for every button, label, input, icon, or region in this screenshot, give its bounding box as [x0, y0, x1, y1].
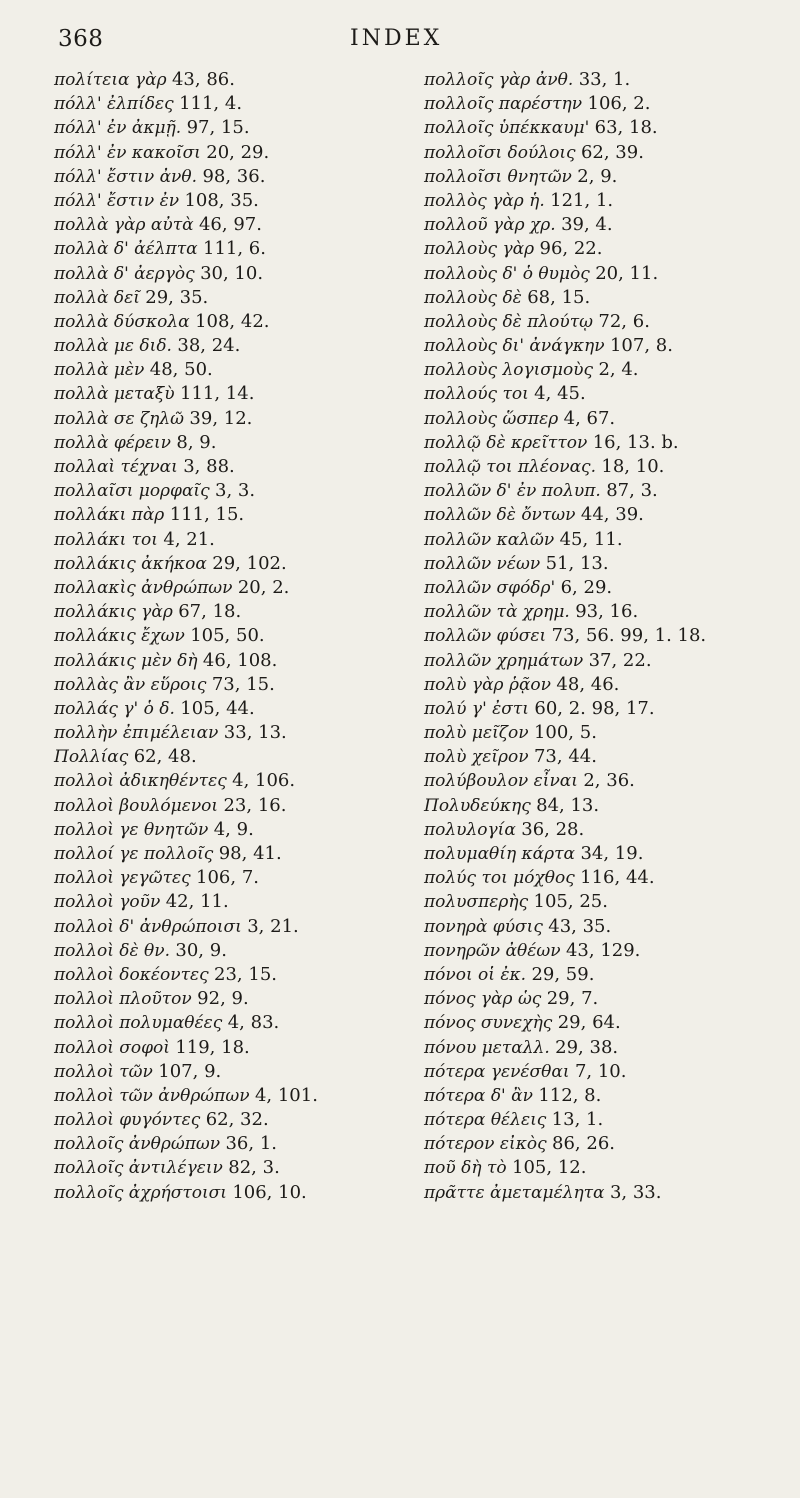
index-entry [424, 407, 794, 431]
entry-reference: 36, 1. [225, 1133, 277, 1155]
entry-term: πονηρῶν ἀθέων [424, 940, 561, 961]
index-column-left [54, 68, 424, 1205]
entry-reference: 111, 6. [203, 238, 266, 260]
index-entry [424, 141, 794, 165]
entry-term: πολυσπερὴς [424, 892, 529, 913]
entry-reference: 23, 16. [223, 794, 287, 816]
entry-reference: 13, 1. [551, 1109, 604, 1131]
entry-term: πολλὰ δύσκολα [54, 311, 190, 332]
entry-term: πολλὴν ἐπιμέλειαν [54, 723, 219, 744]
entry-reference: 62, 48. [133, 746, 197, 768]
entry-term: πολλάκις γὰρ [54, 602, 173, 623]
entry-term: πολλοὶ δ' ἀνθρώποισι [54, 916, 242, 937]
index-entry [424, 286, 794, 310]
entry-term: πολλάκι τοι [54, 529, 158, 550]
entry-reference: 45, 11. [559, 528, 623, 550]
index-entry [54, 939, 424, 963]
entry-term: πολλοὶ πλοῦτον [54, 989, 192, 1010]
entry-term: πολλοὶ σοφοὶ [54, 1037, 170, 1058]
index-entry [54, 697, 424, 721]
index-entry [54, 745, 424, 769]
entry-term: πολλοὶ δὲ θν. [54, 940, 170, 961]
index-entry [54, 769, 424, 793]
entry-term: πόλλ' ἔστιν ἐν [54, 190, 180, 211]
index-entry [424, 866, 794, 890]
entry-reference: 46, 97. [198, 214, 262, 236]
entry-reference: 3, 3. [215, 480, 256, 502]
page-header [0, 26, 800, 56]
entry-reference: 107, 8. [609, 335, 673, 357]
entry-term: Πολλίας [54, 747, 129, 768]
entry-term: πολύ γ' ἐστι [424, 698, 529, 719]
index-entry [424, 68, 794, 92]
entry-term: πολλῶν φύσει [424, 626, 547, 647]
entry-term: πολλοὶ βουλόμενοι [54, 795, 219, 816]
index-entry [54, 552, 424, 576]
index-entry [424, 697, 794, 721]
page-number: 368 [58, 26, 104, 52]
entry-reference: 62, 32. [205, 1109, 269, 1131]
entry-term: πόνοι οἱ ἐκ. [424, 964, 527, 985]
index-entry [54, 503, 424, 527]
entry-term: πολλῷ δὲ κρεῖττον [424, 432, 588, 453]
entry-term: πολύβουλον εἶναι [424, 771, 578, 792]
index-entry [54, 842, 424, 866]
entry-reference: 112, 8. [538, 1084, 602, 1106]
entry-reference: 8, 9. [176, 431, 217, 453]
entry-term: πολὺ μεῖζον [424, 723, 529, 744]
entry-reference: 20, 29. [206, 141, 270, 163]
index-entry [424, 1011, 794, 1035]
entry-reference: 33, 13. [223, 722, 287, 744]
entry-term: πολὺ γὰρ ῥᾷον [424, 674, 552, 695]
entry-reference: 73, 56. 99, 1. 18. [551, 625, 707, 647]
entry-term: πολλάκις ἀκήκοα [54, 553, 207, 574]
index-entry [54, 987, 424, 1011]
index-entry [424, 939, 794, 963]
index-entry [424, 721, 794, 745]
index-entry [54, 310, 424, 334]
entry-reference: 108, 35. [184, 189, 259, 211]
entry-term: πότερα γενέσθαι [424, 1061, 570, 1082]
entry-reference: 3, 33. [609, 1181, 662, 1203]
entry-reference: 105, 12. [512, 1157, 587, 1179]
entry-term: πολλοῖς ὑπέκκαυμ' [424, 118, 590, 139]
index-entry [424, 552, 794, 576]
index-entry [424, 310, 794, 334]
entry-term: πολλοὺς γὰρ [424, 239, 535, 260]
entry-term: πολλοῖς ἀχρήστοισι [54, 1182, 227, 1203]
entry-term: πολλοὶ φυγόντες [54, 1110, 201, 1131]
entry-term: πολλὰ δ' ἀέλπτα [54, 239, 198, 260]
entry-term: πόνος συνεχὴς [424, 1013, 553, 1034]
entry-term: πολλὰ σε ζηλῶ [54, 408, 185, 429]
index-entry [54, 1011, 424, 1035]
entry-term: πολλοῖσι θνητῶν [424, 166, 572, 187]
entry-reference: 43, 86. [171, 69, 235, 90]
index-entry [424, 987, 794, 1011]
index-entry [54, 116, 424, 140]
index-entry [54, 455, 424, 479]
entry-term: πολλοὶ ἀδικηθέντες [54, 771, 227, 792]
entry-term: πολλοὺς λογισμοὺς [424, 360, 594, 381]
index-entry [54, 624, 424, 648]
entry-term: πρᾶττε ἀμεταμέλητα [424, 1182, 605, 1203]
entry-reference: 97, 15. [186, 117, 250, 139]
entry-term: πόλλ' ἐν κακοῖσι [54, 142, 201, 163]
index-entry [424, 890, 794, 914]
index-entry [424, 673, 794, 697]
entry-term: πολλῶν τὰ χρημ. [424, 602, 570, 623]
entry-term: πολλῶν νέων [424, 553, 541, 574]
entry-term: πόλλ' ἔστιν ἀνθ. [54, 166, 198, 187]
index-entry [424, 1156, 794, 1180]
entry-reference: 4, 83. [227, 1012, 280, 1034]
entry-reference: 3, 88. [183, 456, 235, 477]
entry-reference: 33, 1. [578, 69, 631, 90]
index-entry [54, 1036, 424, 1060]
entry-term: πολλοὺς δ' ὁ θυμὸς [424, 263, 590, 284]
index-entry [424, 794, 794, 818]
entry-reference: 4, 21. [163, 528, 215, 550]
index-entry [54, 1181, 424, 1205]
entry-reference: 111, 15. [169, 504, 245, 526]
index-entry [54, 866, 424, 890]
index-entry [424, 455, 794, 479]
entry-reference: 29, 38. [555, 1036, 619, 1058]
index-entry [54, 794, 424, 818]
entry-reference: 98, 36. [202, 165, 266, 187]
entry-reference: 4, 67. [563, 407, 616, 429]
index-entry [424, 1084, 794, 1108]
entry-reference: 72, 6. [598, 310, 650, 332]
entry-term: πολλοῖς παρέστην [424, 94, 583, 115]
entry-reference: 39, 4. [561, 214, 613, 236]
entry-reference: 96, 22. [539, 238, 603, 260]
entry-reference: 34, 19. [580, 843, 644, 864]
index-entry [54, 1060, 424, 1084]
entry-reference: 7, 10. [574, 1060, 627, 1082]
entry-reference: 107, 9. [158, 1060, 222, 1082]
index-entry [424, 262, 794, 286]
entry-term: πολλοὺς δὲ πλούτῳ [424, 311, 593, 332]
index-entry [424, 213, 794, 237]
entry-term: πολλῶν χρημάτων [424, 650, 584, 671]
entry-term: πολλοὺς δὲ [424, 287, 522, 308]
entry-reference: 68, 15. [527, 286, 591, 308]
index-entry [54, 382, 424, 406]
index-entry [424, 503, 794, 527]
index-entry [424, 1181, 794, 1205]
index-entry [54, 286, 424, 310]
index-entry [424, 745, 794, 769]
entry-reference: 37, 22. [588, 649, 652, 671]
index-entry [424, 1108, 794, 1132]
entry-reference: 106, 2. [587, 93, 651, 115]
index-entry [54, 528, 424, 552]
index-entry [424, 92, 794, 116]
entry-reference: 121, 1. [550, 189, 614, 211]
entry-term: πολλαὶ τέχναι [54, 457, 178, 477]
index-entry [54, 141, 424, 165]
index-entry [54, 1132, 424, 1156]
entry-term: πολλοῦ γὰρ χρ. [424, 215, 556, 236]
entry-term: Πολυδεύκης [424, 795, 531, 816]
entry-term: πολλὰ μεταξὺ [54, 384, 175, 405]
entry-term: πολλῶν δ' ἐν πολυπ. [424, 481, 601, 502]
entry-term: πολλαῖσι μορφαῖς [54, 481, 210, 502]
entry-term: πολλὰς ἂν εὕροις [54, 674, 207, 695]
entry-term: πολλὰ φέρειν [54, 432, 171, 453]
entry-reference: 16, 13. b. [592, 431, 679, 453]
entry-term: πολλοὶ τῶν ἀνθρώπων [54, 1085, 250, 1106]
index-entry [424, 649, 794, 673]
entry-reference: 29, 7. [546, 988, 599, 1010]
entry-term: πολλοὺς ὥσπερ [424, 408, 559, 429]
entry-term: πολυλογία [424, 819, 516, 840]
entry-reference: 67, 18. [178, 601, 242, 623]
entry-term: πολλῶν σφόδρ' [424, 577, 556, 598]
entry-term: πολλὰ μὲν [54, 360, 145, 381]
entry-reference: 29, 102. [212, 552, 287, 574]
entry-reference: 93, 16. [575, 601, 639, 623]
entry-reference: 29, 64. [557, 1012, 621, 1034]
entry-term: πολὺ χεῖρον [424, 747, 529, 768]
entry-term: πολλάκι πὰρ [54, 505, 165, 526]
entry-reference: 98, 41. [218, 843, 282, 864]
entry-reference: 111, 14. [180, 383, 255, 405]
index-entry [424, 116, 794, 140]
entry-term: πολλῶν καλῶν [424, 529, 555, 550]
index-entry [54, 262, 424, 286]
entry-reference: 38, 24. [177, 335, 241, 357]
entry-term: πολλοί γε πολλοῖς [54, 844, 214, 864]
entry-term: πολλὰ δεῖ [54, 287, 140, 308]
entry-term: πολυμαθίη κάρτα [424, 844, 576, 864]
entry-term: πολλῷ τοι πλέονας. [424, 457, 596, 477]
index-entry [54, 237, 424, 261]
entry-reference: 30, 9. [175, 939, 227, 961]
entry-term: πολλούς τοι [424, 384, 529, 405]
index-entry [54, 189, 424, 213]
entry-reference: 30, 10. [200, 262, 264, 284]
entry-reference: 29, 59. [531, 963, 595, 985]
entry-reference: 44, 39. [580, 504, 644, 526]
entry-reference: 100, 5. [533, 722, 597, 744]
entry-term: πολλοὶ γεγῶτες [54, 868, 191, 889]
index-entry [54, 673, 424, 697]
entry-reference: 6, 29. [560, 576, 613, 598]
entry-reference: 119, 18. [175, 1036, 250, 1058]
index-entry [54, 890, 424, 914]
index-entry [54, 431, 424, 455]
index-entry [424, 479, 794, 503]
entry-term: πολλοῖς ἀνθρώπων [54, 1134, 221, 1155]
entry-term: πόλλ' ἐλπίδες [54, 94, 174, 115]
index-entry [54, 600, 424, 624]
index-entry [424, 1036, 794, 1060]
entry-reference: 62, 39. [580, 141, 644, 163]
index-entry [424, 1132, 794, 1156]
entry-reference: 73, 44. [533, 746, 597, 768]
entry-reference: 3, 21. [247, 915, 299, 937]
entry-reference: 23, 15. [214, 963, 278, 985]
entry-reference: 48, 46. [556, 673, 620, 695]
entry-reference: 4, 9. [213, 818, 254, 840]
entry-term: πολλοὶ πολυμαθέες [54, 1013, 223, 1034]
index-entry [54, 649, 424, 673]
entry-reference: 92, 9. [197, 988, 249, 1010]
index-entry [54, 165, 424, 189]
entry-term: πολλὰ δ' ἀεργὸς [54, 263, 195, 284]
index-entry [424, 624, 794, 648]
index-entry [424, 600, 794, 624]
entry-reference: 105, 50. [190, 625, 265, 647]
entry-term: πόνος γὰρ ὡς [424, 989, 542, 1010]
entry-reference: 87, 3. [606, 480, 658, 502]
entry-reference: 82, 3. [228, 1157, 280, 1179]
entry-reference: 86, 26. [552, 1133, 615, 1155]
entry-term: πολλάκις μὲν δὴ [54, 650, 198, 671]
index-entry [54, 1156, 424, 1180]
entry-reference: 2, 4. [598, 359, 639, 381]
index-entry [424, 576, 794, 600]
index-entry [424, 1060, 794, 1084]
index-entry [54, 963, 424, 987]
entry-reference: 63, 18. [594, 117, 658, 139]
entry-term: ποῦ δὴ τὸ [424, 1158, 507, 1179]
entry-reference: 111, 4. [179, 93, 243, 115]
entry-term: πολλοῖς ἀντιλέγειν [54, 1158, 223, 1179]
index-entry [424, 334, 794, 358]
entry-term: πότερον εἰκὸς [424, 1134, 547, 1155]
entry-term: πολλοὶ γοῦν [54, 892, 161, 913]
entry-reference: 51, 13. [545, 552, 609, 574]
entry-reference: 20, 2. [237, 576, 290, 598]
entry-term: πολλοῖς γὰρ ἀνθ. [424, 70, 574, 90]
entry-reference: 2, 9. [577, 165, 618, 187]
entry-reference: 4, 45. [534, 383, 586, 405]
index-entry [54, 68, 424, 92]
entry-reference: 42, 11. [165, 891, 229, 913]
index-entry [424, 528, 794, 552]
entry-reference: 29, 35. [145, 286, 209, 308]
index-entry [424, 818, 794, 842]
index-entry [54, 358, 424, 382]
entry-term: πολλοὺς δι' ἀνάγκην [424, 336, 605, 357]
entry-reference: 18, 10. [601, 456, 665, 477]
entry-term: πόνου μεταλλ. [424, 1037, 550, 1058]
entry-term: πολλὰ γὰρ αὐτὰ [54, 215, 194, 236]
entry-term: πότερα δ' ἂν [424, 1085, 533, 1106]
entry-reference: 106, 7. [196, 867, 260, 889]
index-entry [424, 431, 794, 455]
index-entry [54, 479, 424, 503]
entry-reference: 116, 44. [580, 867, 655, 889]
index-entry [424, 915, 794, 939]
entry-term: πονηρὰ φύσις [424, 916, 543, 937]
entry-term: πολλοὶ γε θνητῶν [54, 819, 209, 840]
entry-term: πολλοὶ δοκέοντες [54, 964, 209, 985]
index-entry [424, 237, 794, 261]
index-entry [54, 818, 424, 842]
entry-term: πολλακὶς ἀνθρώπων [54, 577, 233, 598]
index-entry [54, 915, 424, 939]
index-entry [424, 165, 794, 189]
entry-term: πόλλ' ἐν ἀκμῇ. [54, 118, 182, 139]
entry-reference: 60, 2. 98, 17. [534, 697, 655, 719]
index-entry [424, 382, 794, 406]
entry-term: πότερα θέλεις [424, 1110, 547, 1131]
index-column-right [424, 68, 794, 1205]
entry-reference: 43, 35. [548, 915, 612, 937]
entry-reference: 4, 106. [232, 770, 296, 792]
entry-reference: 2, 36. [583, 770, 635, 792]
entry-reference: 36, 28. [521, 818, 585, 840]
entry-term: πολλὰ με διδ. [54, 336, 172, 357]
index-entry [54, 721, 424, 745]
entry-term: πολλάκις ἔχων [54, 626, 185, 647]
entry-reference: 73, 15. [211, 673, 275, 695]
entry-reference: 105, 25. [533, 891, 608, 913]
entry-reference: 43, 129. [565, 939, 641, 961]
entry-reference: 20, 11. [595, 262, 659, 284]
entry-term: πολλὸς γὰρ ἡ. [424, 190, 545, 211]
entry-term: πολίτεια γὰρ [54, 70, 167, 90]
entry-reference: 105, 44. [180, 697, 255, 719]
entry-term: πολλῶν δὲ ὄντων [424, 505, 576, 526]
entry-term: πολλοῖσι δούλοις [424, 142, 576, 163]
entry-reference: 106, 10. [232, 1181, 307, 1203]
entry-reference: 84, 13. [536, 794, 600, 816]
index-entry [54, 1084, 424, 1108]
index-entry [54, 407, 424, 431]
index-entry [424, 963, 794, 987]
index-entry [424, 358, 794, 382]
entry-reference: 39, 12. [189, 407, 253, 429]
entry-term: πολλάς γ' ὁ δ. [54, 698, 175, 719]
running-title: INDEX [350, 26, 443, 51]
entry-term: πολλοὶ τῶν [54, 1061, 153, 1082]
entry-reference: 48, 50. [149, 359, 213, 381]
index-entry [424, 842, 794, 866]
entry-reference: 46, 108. [202, 649, 278, 671]
index-entry [54, 213, 424, 237]
index-entry [424, 769, 794, 793]
index-entry [54, 92, 424, 116]
index-entry [424, 189, 794, 213]
entry-reference: 108, 42. [195, 310, 270, 332]
entry-reference: 4, 101. [254, 1084, 318, 1106]
entry-term: πολύς τοι μόχθος [424, 868, 575, 889]
index-entry [54, 334, 424, 358]
index-entry [54, 576, 424, 600]
index-entry [54, 1108, 424, 1132]
